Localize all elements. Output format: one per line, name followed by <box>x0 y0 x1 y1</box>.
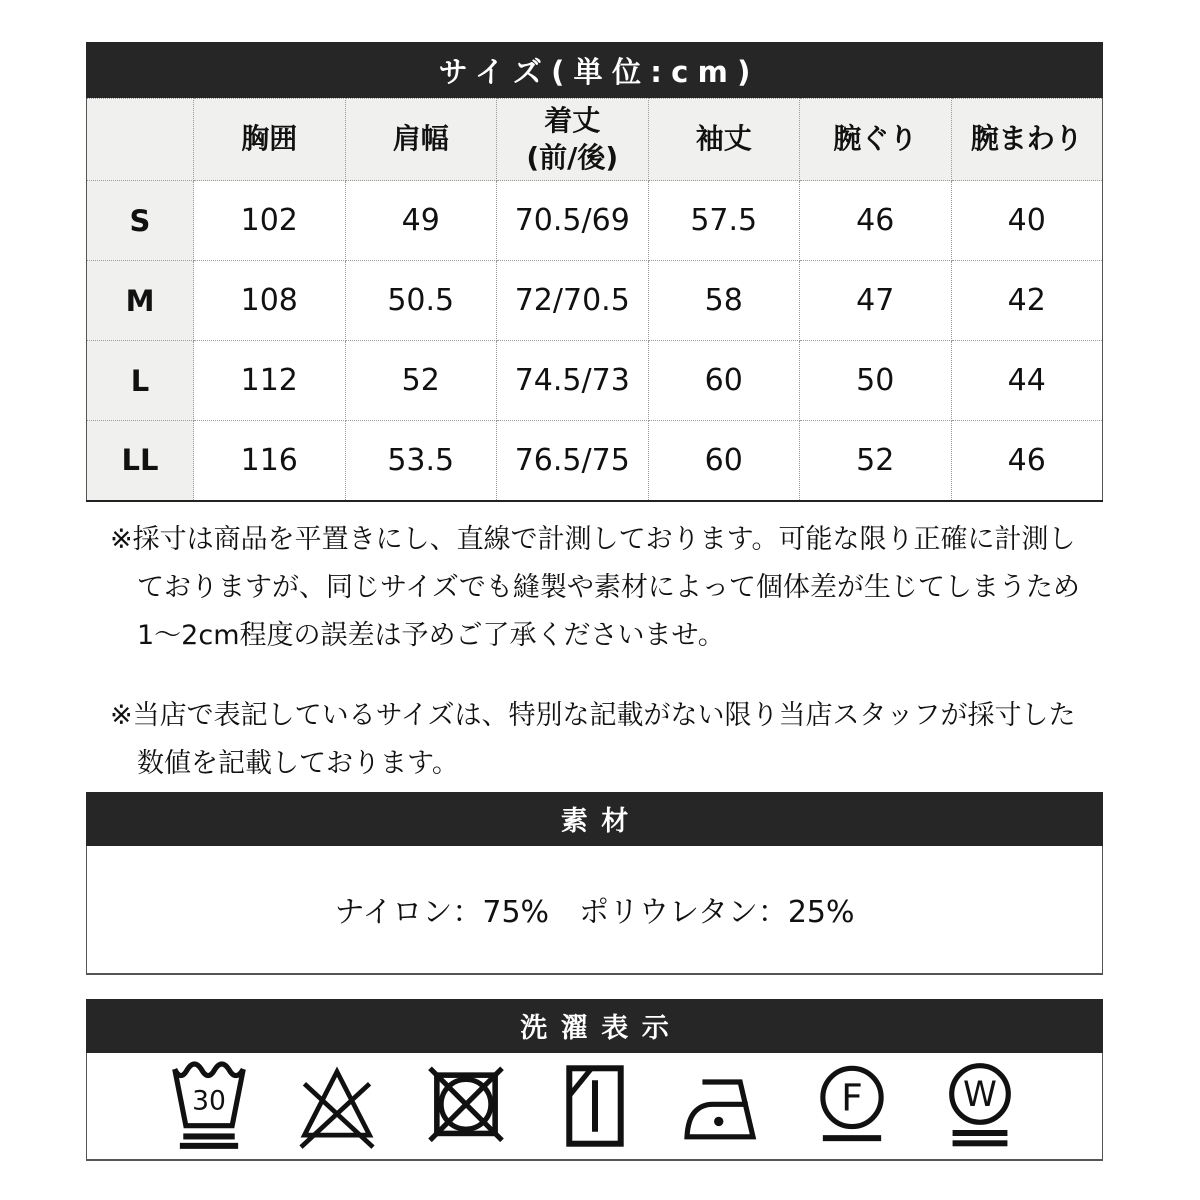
column-header-shoulder <box>345 99 497 181</box>
size-row-m <box>87 261 1103 341</box>
size-value-cell: 70.5/69 <box>497 181 649 261</box>
material-title-bar <box>86 792 1103 846</box>
note-measurement-tolerance <box>110 516 1103 660</box>
material-title: 素材 <box>560 806 642 837</box>
size-value-cell: 112 <box>194 341 346 421</box>
size-value-cell: 40 <box>951 181 1103 261</box>
size-value-cell: 46 <box>951 421 1103 501</box>
size-value-cell: 46 <box>800 181 952 261</box>
size-value-cell: 53.5 <box>345 421 497 501</box>
size-label: LL <box>87 421 194 501</box>
measurement-notes <box>86 516 1103 788</box>
svg-text:30: 30 <box>191 1084 226 1116</box>
product-spec-section <box>86 42 1103 1161</box>
note-line: 1〜2cm程度の誤差は予めご了承くださいませ。 <box>137 619 725 651</box>
size-value-cell: 50.5 <box>345 261 497 341</box>
dry-clean-petroleum-mild-icon <box>809 1058 895 1154</box>
column-header-arm-circumference <box>951 99 1103 181</box>
column-header-chest <box>194 99 346 181</box>
note-line: ておりますが、同じサイズでも縫製や素材によって個体差が生じてしまうため <box>137 571 1080 603</box>
column-header-label: 着丈 <box>544 104 601 138</box>
size-value-cell: 44 <box>951 341 1103 421</box>
column-header-label: 肩幅 <box>392 122 449 156</box>
iron-low-heat-icon <box>680 1058 766 1154</box>
size-value-cell: 47 <box>800 261 952 341</box>
material-body <box>86 846 1103 975</box>
size-table-corner-cell <box>87 99 194 181</box>
laundry-symbols-row <box>86 1053 1103 1161</box>
size-row-s <box>87 181 1103 261</box>
size-value-cell: 116 <box>194 421 346 501</box>
laundry-section <box>86 999 1103 1161</box>
note-line: 数値を記載しております。 <box>137 747 459 779</box>
size-section-title: サイズ(単位:cm) <box>438 54 760 89</box>
size-value-cell: 60 <box>648 341 800 421</box>
size-row-ll <box>87 421 1103 501</box>
laundry-title-bar <box>86 999 1103 1053</box>
size-value-cell: 108 <box>194 261 346 341</box>
column-header-label: 腕まわり <box>970 122 1083 156</box>
size-table <box>86 98 1103 502</box>
column-header-label: 胸囲 <box>241 122 298 156</box>
svg-text:F: F <box>840 1074 863 1119</box>
size-value-cell: 49 <box>345 181 497 261</box>
size-label: M <box>87 261 194 341</box>
size-value-cell: 52 <box>800 421 952 501</box>
column-header-label: 腕ぐり <box>833 122 918 156</box>
size-row-l <box>87 341 1103 421</box>
column-header-armhole <box>800 99 952 181</box>
size-table-header-row <box>87 99 1103 181</box>
size-value-cell: 42 <box>951 261 1103 341</box>
note-line: ※当店で表記しているサイズは、特別な記載がない限り当店スタッフが採寸した <box>110 699 1076 731</box>
size-value-cell: 52 <box>345 341 497 421</box>
size-value-cell: 76.5/75 <box>497 421 649 501</box>
column-header-length <box>497 99 649 181</box>
note-line: ※採寸は商品を平置きにし、直線で計測しております。可能な限り正確に計測し <box>110 523 1076 555</box>
size-section-title-bar <box>86 42 1103 98</box>
wash-30-very-mild-icon <box>166 1058 252 1154</box>
size-value-cell: 74.5/73 <box>497 341 649 421</box>
wet-clean-very-mild-icon <box>937 1058 1023 1154</box>
do-not-tumble-dry-icon <box>423 1058 509 1154</box>
line-dry-in-shade-icon <box>552 1058 638 1154</box>
svg-text:W: W <box>963 1074 998 1115</box>
material-composition: ナイロン：75% ポリウレタン：25% <box>334 895 855 930</box>
size-value-cell: 50 <box>800 341 952 421</box>
size-label: L <box>87 341 194 421</box>
column-header-label: 袖丈 <box>695 122 752 156</box>
do-not-bleach-icon <box>294 1058 380 1154</box>
column-header-sleeve <box>648 99 800 181</box>
laundry-title: 洗濯表示 <box>520 1013 683 1044</box>
size-value-cell: 72/70.5 <box>497 261 649 341</box>
column-header-sublabel: (前/後) <box>526 140 619 174</box>
size-value-cell: 102 <box>194 181 346 261</box>
size-label: S <box>87 181 194 261</box>
note-staff-measured <box>110 692 1103 788</box>
size-value-cell: 60 <box>648 421 800 501</box>
size-value-cell: 57.5 <box>648 181 800 261</box>
size-value-cell: 58 <box>648 261 800 341</box>
material-section <box>86 792 1103 975</box>
